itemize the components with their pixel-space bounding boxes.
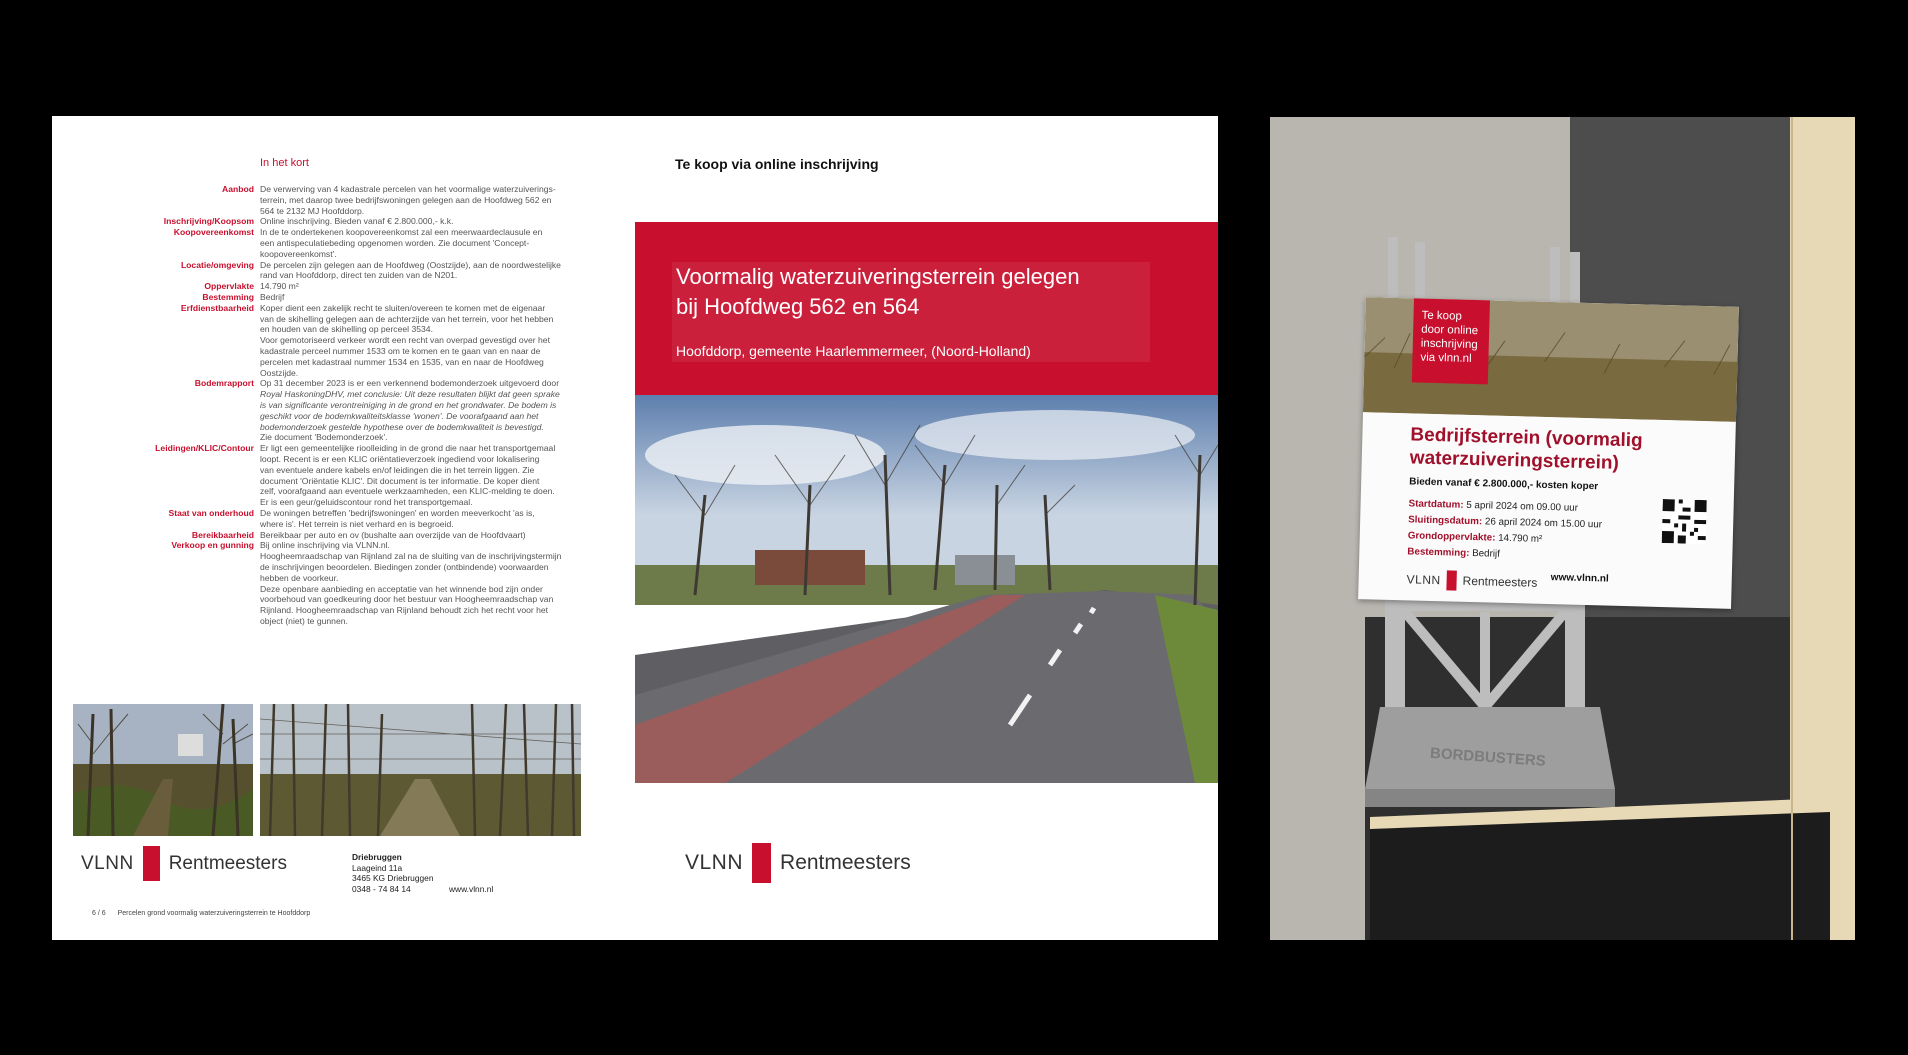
detail-key: Grondoppervlakte:: [1407, 530, 1496, 544]
summary-label: Locatie/omgeving: [180, 259, 254, 270]
sign-detail-area: [1408, 530, 1543, 545]
summary-value: [260, 292, 576, 303]
summary-value-line: Hoogheemraadschap van Rijnland zal na de sluiting van de inschrijvingstermijn: [260, 551, 562, 562]
summary-value: [260, 281, 576, 292]
summary-value: [260, 216, 576, 227]
page-number: 6 / 6: [92, 910, 106, 917]
summary-label: Staat van onderhoud: [168, 508, 254, 518]
location-subline: Hoofddorp, gemeente Haarlemmermeer, (Noord-Holland): [676, 343, 1031, 359]
headline-line-1: Voormalig waterzuiveringsterrein gelegen: [676, 264, 1080, 289]
summary-value: [260, 508, 576, 530]
logo-name: Rentmeesters: [780, 851, 911, 874]
headline-line-2: bij Hoofdweg 562 en 564: [676, 294, 920, 319]
logo-bar: [752, 843, 771, 883]
sale-signboard: [1358, 297, 1739, 609]
summary-value-line: Rijnland. Hoogheemraadschap van Rijnland behoudt zich het recht voor het: [260, 605, 549, 616]
summary-value-line: van eventuele andere kabels en/of leidingen die in het terrein liggen. Zie: [260, 464, 535, 475]
summary-value-line: Op 31 december 2023 is er een verkennend bodemonderzoek uitgevoerd door: [260, 378, 560, 389]
summary-value-line: bodemonderzoek gestelde hypothese over de bodemkwaliteit is bevestigd.: [260, 421, 544, 432]
sign-title: [1410, 423, 1721, 477]
summary-value-line: zelf, voorafgaand aan eventuele werkzaamheden, een KLIC-melding te doen.: [260, 486, 555, 497]
vlnn-logo-right: [685, 843, 911, 883]
summary-value: [260, 184, 576, 216]
footer-title: Percelen grond voormalig waterzuiveringsterrein te Hoofddorp: [117, 910, 311, 917]
sign-detail-zoning: [1407, 546, 1500, 559]
summary-label: Verkoop en gunning: [171, 540, 254, 551]
vlnn-logo-left: [81, 846, 287, 881]
sign-photo: [1270, 117, 1855, 940]
summary-value: [260, 303, 576, 379]
summary-value-line: Online inschrijving. Bieden vanaf € 2.800.000,- k.k.: [260, 216, 454, 227]
summary-value-line: Er ligt een gemeentelijke rioolleiding in de grond die naar het transportgemaal: [260, 443, 556, 454]
summary-value-line: kadastrale perceel nummer 1533 om te komen en te gaan van en naar de: [260, 345, 541, 356]
summary-value-line: Zie document 'Bodemonderzoek'.: [260, 432, 388, 443]
summary-value: [260, 530, 576, 541]
summary-label: Bereikbaarheid: [191, 529, 254, 540]
logo-brand: VLNN: [81, 852, 134, 874]
tag-line-4: via vlnn.nl: [1420, 351, 1472, 365]
summary-value-line: In de te ondertekenen koopovereenkomst zal een meerwaardeclausule en: [260, 227, 543, 238]
logo-name: Rentmeesters: [1462, 573, 1538, 590]
road-photo: [635, 395, 1218, 783]
summary-title: In het kort: [260, 157, 309, 169]
summary-label: Bodemrapport: [194, 378, 254, 389]
summary-value-line: document 'Oriëntatie KLIC'. Dit document is ter informatie. De koper dient: [260, 475, 540, 486]
detail-value: 26 april 2024 om 15.00 uur: [1484, 516, 1603, 531]
summary-value-line: Bereikbaar per auto en ov (bushalte aan overzijde van de Hoofdvaart): [260, 529, 526, 540]
address-phone: 0348 - 74 84 14: [352, 883, 411, 894]
tag-line-2: door online: [1421, 323, 1479, 338]
summary-value-line: en houden van de skihelling op perceel 3534.: [260, 324, 433, 335]
sign-price: Bieden vanaf € 2.800.000,- kosten koper: [1409, 476, 1599, 493]
detail-value: Bedrijf: [1471, 548, 1501, 560]
summary-value-line: Deze openbare aanbieding en acceptatie van het winnende bod zijn onder: [260, 583, 543, 594]
summary-value-line: terrein, met daarop twee bedrijfswoningen gelegen aan de Hoofdweg 562 en: [260, 194, 552, 205]
summary-value: [260, 540, 576, 626]
summary-value-line: De percelen zijn gelegen aan de Hoofdweg (Oostzijde), aan de noordwestelijke: [260, 259, 561, 270]
sign-website[interactable]: www.vlnn.nl: [1550, 572, 1609, 585]
summary-value: [260, 378, 576, 443]
summary-label: Koopovereenkomst: [173, 227, 254, 238]
summary-label: Oppervlakte: [204, 281, 254, 292]
logo-brand: VLNN: [685, 851, 744, 874]
website-link[interactable]: www.vlnn.nl: [449, 884, 494, 894]
detail-key: Sluitingsdatum:: [1408, 514, 1483, 528]
logo-bar: [1446, 570, 1457, 590]
summary-label: Inschrijving/Koopsom: [163, 216, 254, 227]
logo-brand: VLNN: [1406, 572, 1441, 588]
forest-photo-right: [260, 704, 581, 836]
tag-line-1: Te koop: [1421, 309, 1462, 323]
summary-label: Erfdienstbaarheid: [180, 302, 254, 313]
online-sale-title: Te koop via online inschrijving: [675, 156, 879, 172]
brochure-spread: [52, 116, 1218, 940]
summary-label: Bestemming: [202, 292, 254, 302]
summary-value-line: een antispeculatiebeding opgenomen worden. Zie document 'Concept-: [260, 237, 530, 248]
summary-value-line: Bedrijf: [260, 292, 285, 302]
summary-value-line: where is'. Het terrein is niet verhard en is begroeid.: [260, 518, 454, 529]
summary-value-line: Royal HaskoningDHV, met conclusie: Uit deze resultaten blijkt dat geen sprake: [260, 389, 560, 400]
headline: [676, 262, 1156, 322]
office-address: [352, 852, 433, 894]
summary-value-line: hebben de voorkeur.: [260, 572, 339, 583]
summary-value-line: koopovereenkomst'.: [260, 248, 337, 259]
summary-label: Leidingen/KLIC/Contour: [155, 443, 254, 454]
summary-value-line: object (niet) te gunnen.: [260, 615, 348, 626]
logo-bar: [143, 846, 160, 881]
summary-value-line: is van significante verontreiniging in de grond en het grondwater. De bodem is: [260, 399, 557, 410]
summary-value: [260, 260, 576, 282]
logo-name: Rentmeesters: [168, 852, 287, 874]
summary-value-line: voorbehoud van goedkeuring door het bestuur van Hoogheemraadschap van: [260, 594, 554, 605]
detail-value: 5 april 2024 om 09.00 uur: [1466, 499, 1579, 514]
summary-value-line: de inschrijvingen beoordelen. Biedingen zonder (ontbindende) voorwaarden: [260, 561, 549, 572]
address-city: 3465 KG Driebruggen: [352, 873, 434, 883]
sign-title-line-2: waterzuiveringsterrein): [1409, 447, 1620, 474]
stand-brand-text: BORDBUSTERS: [1429, 744, 1547, 770]
detail-key: Startdatum:: [1408, 498, 1464, 511]
summary-value-line: Er is een geur/geluidscontour rond het transportgemaal.: [260, 497, 473, 508]
sale-tag: [1412, 298, 1490, 384]
summary-value: [260, 227, 576, 259]
summary-value-line: Voor gemotoriseerd verkeer wordt een recht van overpad gevestigd over het: [260, 335, 550, 346]
sign-detail-close: [1408, 514, 1602, 530]
summary-value-line: De woningen betreffen 'bedrijfswoningen' en worden meeverkocht 'as is,: [260, 508, 535, 518]
summary-value-line: 14.790 m²: [260, 281, 299, 292]
tag-line-3: inschrijving: [1420, 337, 1478, 352]
forest-photo-left: [73, 704, 253, 836]
summary-value: [260, 443, 576, 508]
summary-value-line: rand van Hoofddorp, direct ten zuiden van de N201.: [260, 270, 458, 281]
sign-detail-start: [1408, 498, 1578, 513]
address-name: Driebruggen: [352, 852, 402, 862]
summary-value-line: Oostzijde.: [260, 367, 299, 378]
sign-title-line-1: Bedrijfsterrein (voormalig: [1410, 424, 1643, 452]
summary-value-line: geschikt voor de bodemkwaliteitsklasse 'wonen'. De voorafgaand aan het: [260, 410, 539, 421]
summary-value-line: De verwerving van 4 kadastrale percelen van het voormalige waterzuiverings-: [260, 184, 556, 194]
summary-value-line: Koper dient een zakelijk recht te sluiten/overeen te komen met de eigenaar: [260, 302, 546, 313]
summary-value-line: 564 te 2132 MJ Hoofddorp.: [260, 205, 365, 216]
detail-value: 14.790 m²: [1497, 532, 1543, 545]
sign-vlnn-logo: [1406, 569, 1537, 592]
qr-code-icon[interactable]: [1662, 499, 1707, 544]
summary-label: Aanbod: [222, 184, 254, 194]
address-street: Laageind 11a: [352, 862, 403, 873]
page-footer: [92, 910, 310, 917]
summary-value-line: van de skihelling gelegen aan de achterzijde van het terrein, voor het hebben: [260, 313, 554, 324]
summary-value-line: percelen met kadastraal nummer 1534 en 1535, van en naar de Hoofdweg: [260, 356, 544, 367]
summary-value-line: Bij online inschrijving via VLNN.nl.: [260, 540, 390, 551]
detail-key: Bestemming:: [1407, 546, 1470, 559]
summary-value-line: loopt. Recent is er een KLIC oriëntatieverzoek ingediend voor lokalisering: [260, 453, 540, 464]
